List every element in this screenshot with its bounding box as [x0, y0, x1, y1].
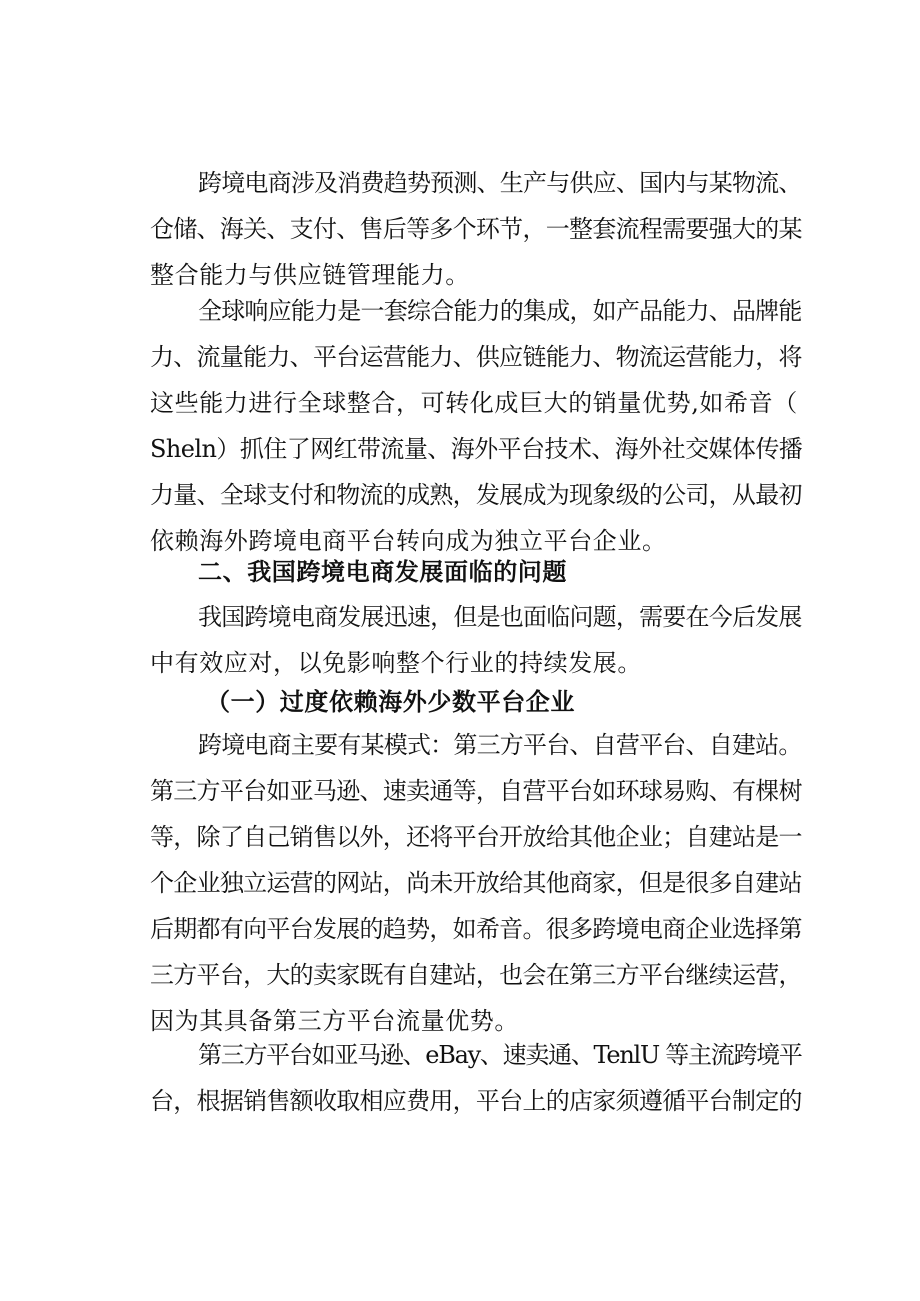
text-line: 第三方平台如亚马逊、eBay、速卖通、TenlU 等主流跨境平: [198, 1041, 802, 1069]
text-line: 我国跨境电商发展迅速，但是也面临问题，需要在今后发展: [198, 603, 802, 631]
text-line: 力量、全球支付和物流的成熟，发展成为现象级的公司，从最初: [150, 481, 802, 509]
paragraph-third-party-fees: [150, 1032, 802, 1124]
text-line: 中有效应对，以免影响整个行业的持续发展。: [150, 649, 642, 677]
text-line: 这些能力进行全球整合，可转化成巨大的销量优势,如希音（: [150, 389, 798, 417]
paragraph-platform-modes: [150, 722, 802, 1044]
text-line: 第三方平台如亚马逊、速卖通等，自营平台如环球易购、有棵树: [150, 777, 802, 805]
text-line: 个企业独立运营的网站，尚未开放给其他商家，但是很多自建站: [150, 869, 802, 897]
text-line: 等，除了自己销售以外，还将平台开放给其他企业；自建站是一: [150, 823, 802, 851]
text-line: 跨境电商主要有某模式：第三方平台、自营平台、自建站。: [198, 731, 802, 759]
text-line: 跨境电商涉及消费趋势预测、生产与供应、国内与某物流、: [198, 169, 802, 197]
text-line: 全球响应能力是一套综合能力的集成，如产品能力、品牌能: [198, 297, 802, 325]
text-line: 三方平台，大的卖家既有自建站，也会在第三方平台继续运营，: [150, 961, 802, 989]
subsection-heading: （一）过度依赖海外少数平台企业: [206, 687, 575, 716]
paragraph-supply-chain: [150, 160, 802, 298]
paragraph-problems-intro: [150, 594, 802, 686]
paragraph-global-response: [150, 288, 802, 564]
text-line: 整合能力与供应链管理能力。: [150, 261, 470, 289]
text-line: 仓储、海关、支付、售后等多个环节，一整套流程需要强大的某: [150, 215, 802, 243]
text-line: 台，根据销售额收取相应费用，平台上的店家须遵循平台制定的: [150, 1087, 802, 1115]
text-line: Sheln）抓住了网红带流量、海外平台技术、海外社交媒体传播: [150, 435, 803, 463]
text-line: 依赖海外跨境电商平台转向成为独立平台企业。: [150, 527, 667, 555]
text-line: 因为其具备第三方平台流量优势。: [150, 1007, 519, 1035]
text-line: 力、流量能力、平台运营能力、供应链能力、物流运营能力，将: [150, 343, 802, 371]
section-heading: 二、我国跨境电商发展面临的问题: [198, 558, 567, 586]
text-line: 后期都有向平台发展的趋势，如希音。很多跨境电商企业选择第: [150, 915, 802, 943]
